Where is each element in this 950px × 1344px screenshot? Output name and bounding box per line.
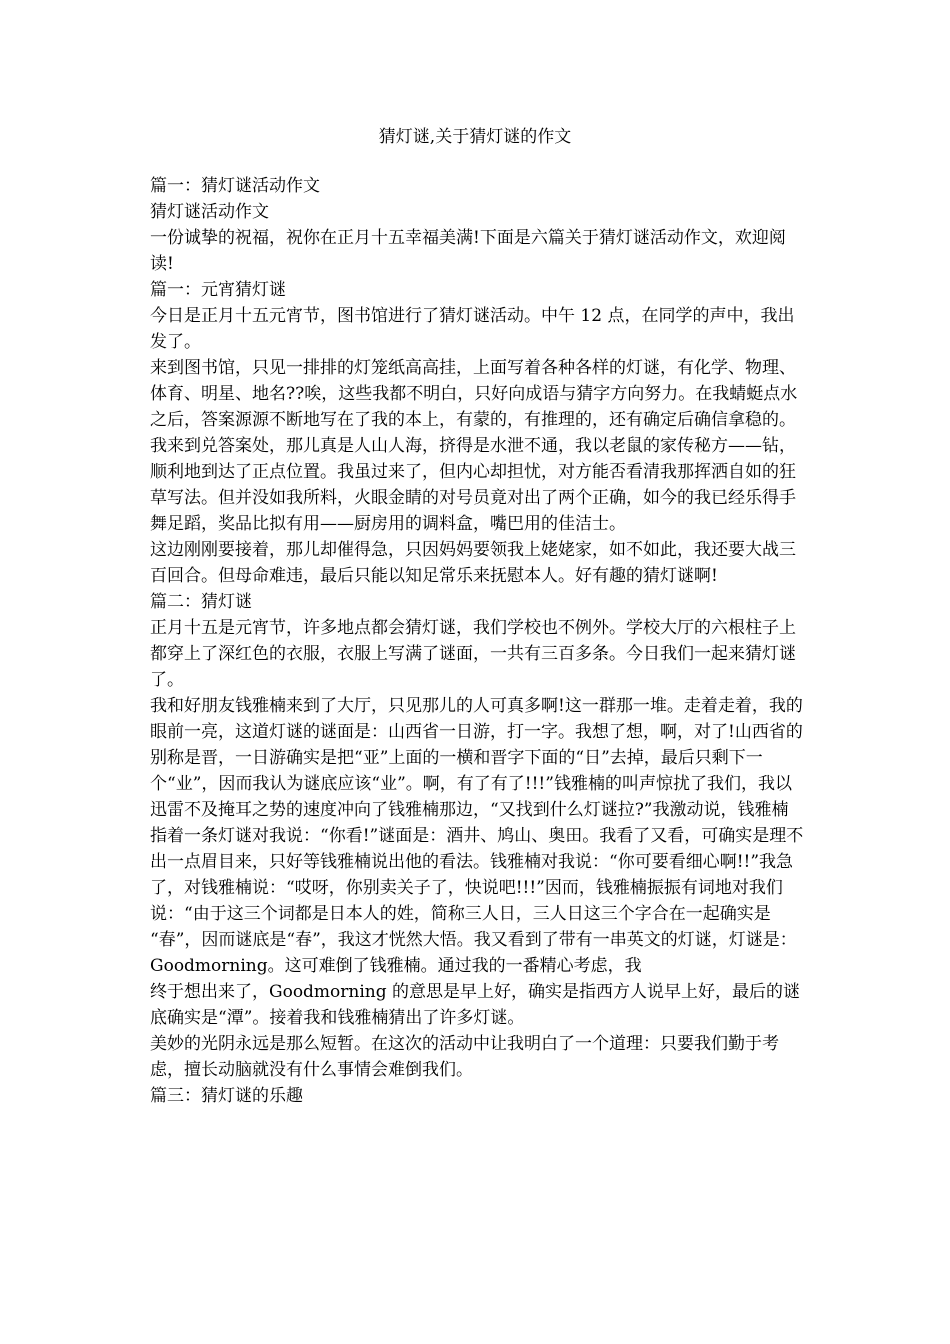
body-paragraph: 来到图书馆，只见一排排的灯笼纸高高挂，上面写着各种各样的灯谜，有化学、物理、体育、明星、地名??唉，这些我都不明白，只好向成语与猜字方向努力。在我蜻蜓点水之后，答案源源不断地写在了我的本上，有蒙的，有推理的，还有确定后确信拿稳的。 bbox=[150, 358, 798, 430]
intro-paragraph: 一份诚挚的祝福，祝你在正月十五幸福美满!下面是六篇关于猜灯谜活动作文，欢迎阅读! bbox=[150, 228, 786, 274]
body-paragraph: 终于想出来了，Goodmorning 的意思是早上好，确实是指西方人说早上好，最后的谜底确实是“潭”。接着我和钱雅楠猜出了许多灯谜。 bbox=[150, 982, 801, 1028]
body-paragraph: 我和好朋友钱雅楠来到了大厅，只见那儿的人可真多啊!这一群那一堆。走着走着，我的眼前一亮，这道灯谜的谜面是：山西省一日游，打一字。我想了想，啊，对了!山西省的别称是晋，一日游确实是把“亚”上面的一横和晋字下面的“日”去掉，最后只剩下一个“业”，因而我认为谜底应该“业”。啊，有了有了!!!”钱雅楠的叫声惊扰了我们，我以迅雷不及掩耳之势的速度冲向了钱雅楠那边，“又找到什么灯谜拉?”我激动说，钱雅楠指着一条灯谜对我说：“你看!”谜面是：酒井、鸠山、奥田。我看了又看，可确实是理不出一点眉目来，只好等钱雅楠说出他的看法。钱雅楠对我说：“你可要看细心啊!!”我急了，对钱雅楠说：“哎呀，你别卖关子了，快说吧!!!”因而，钱雅楠振振有词地对我们说：“由于这三个词都是日本人的姓，简称三人日，三人日这三个字合在一起确实是 “春”，因而谜底是“春”，我这才恍然大悟。我又看到了带有一串英文的灯谜，灯谜是：Goodmorning。这可难倒了钱雅楠。通过我的一番精心考虑，我 bbox=[150, 696, 804, 976]
section-subtitle: 猜灯谜活动作文 bbox=[150, 202, 269, 222]
section-heading: 篇一：猜灯谜活动作文 bbox=[150, 176, 320, 196]
document-title: 猜灯谜,关于猜灯谜的作文 bbox=[378, 127, 572, 147]
document-body bbox=[150, 173, 805, 1109]
body-paragraph: 美妙的光阴永远是那么短暂。在这次的活动中让我明白了一个道理：只要我们勤于考虑，擅长动脑就没有什么事情会难倒我们。 bbox=[150, 1034, 779, 1080]
article-heading: 篇一：元宵猜灯谜 bbox=[150, 280, 286, 300]
article-heading: 篇三：猜灯谜的乐趣 bbox=[150, 1086, 303, 1106]
body-paragraph: 正月十五是元宵节，许多地点都会猜灯谜，我们学校也不例外。学校大厅的六根柱子上都穿上了深红色的衣服，衣服上写满了谜面，一共有三百多条。今日我们一起来猜灯谜了。 bbox=[150, 618, 796, 690]
body-paragraph: 这边刚刚要接着，那儿却催得急，只因妈妈要领我上姥姥家，如不如此，我还要大战三百回合。但母命难违，最后只能以知足常乐来抚慰本人。好有趣的猜灯谜啊! bbox=[150, 540, 796, 586]
body-paragraph: 我来到兑答案处，那儿真是人山人海，挤得是水泄不通，我以老鼠的家传秘方——钻，顺利地到达了正点位置。我虽过来了，但内心却担忧，对方能否看清我那挥洒自如的狂草写法。但并没如我所料，火眼金睛的对号员竟对出了两个正确，如今的我已经乐得手舞足蹈，奖品比拟有用——厨房用的调料盒，嘴巴用的佳洁士。 bbox=[150, 436, 796, 534]
article-heading: 篇二：猜灯谜 bbox=[150, 592, 252, 612]
body-paragraph: 今日是正月十五元宵节，图书馆进行了猜灯谜活动。中午 12 点，在同学的声中，我出发了。 bbox=[150, 306, 795, 352]
